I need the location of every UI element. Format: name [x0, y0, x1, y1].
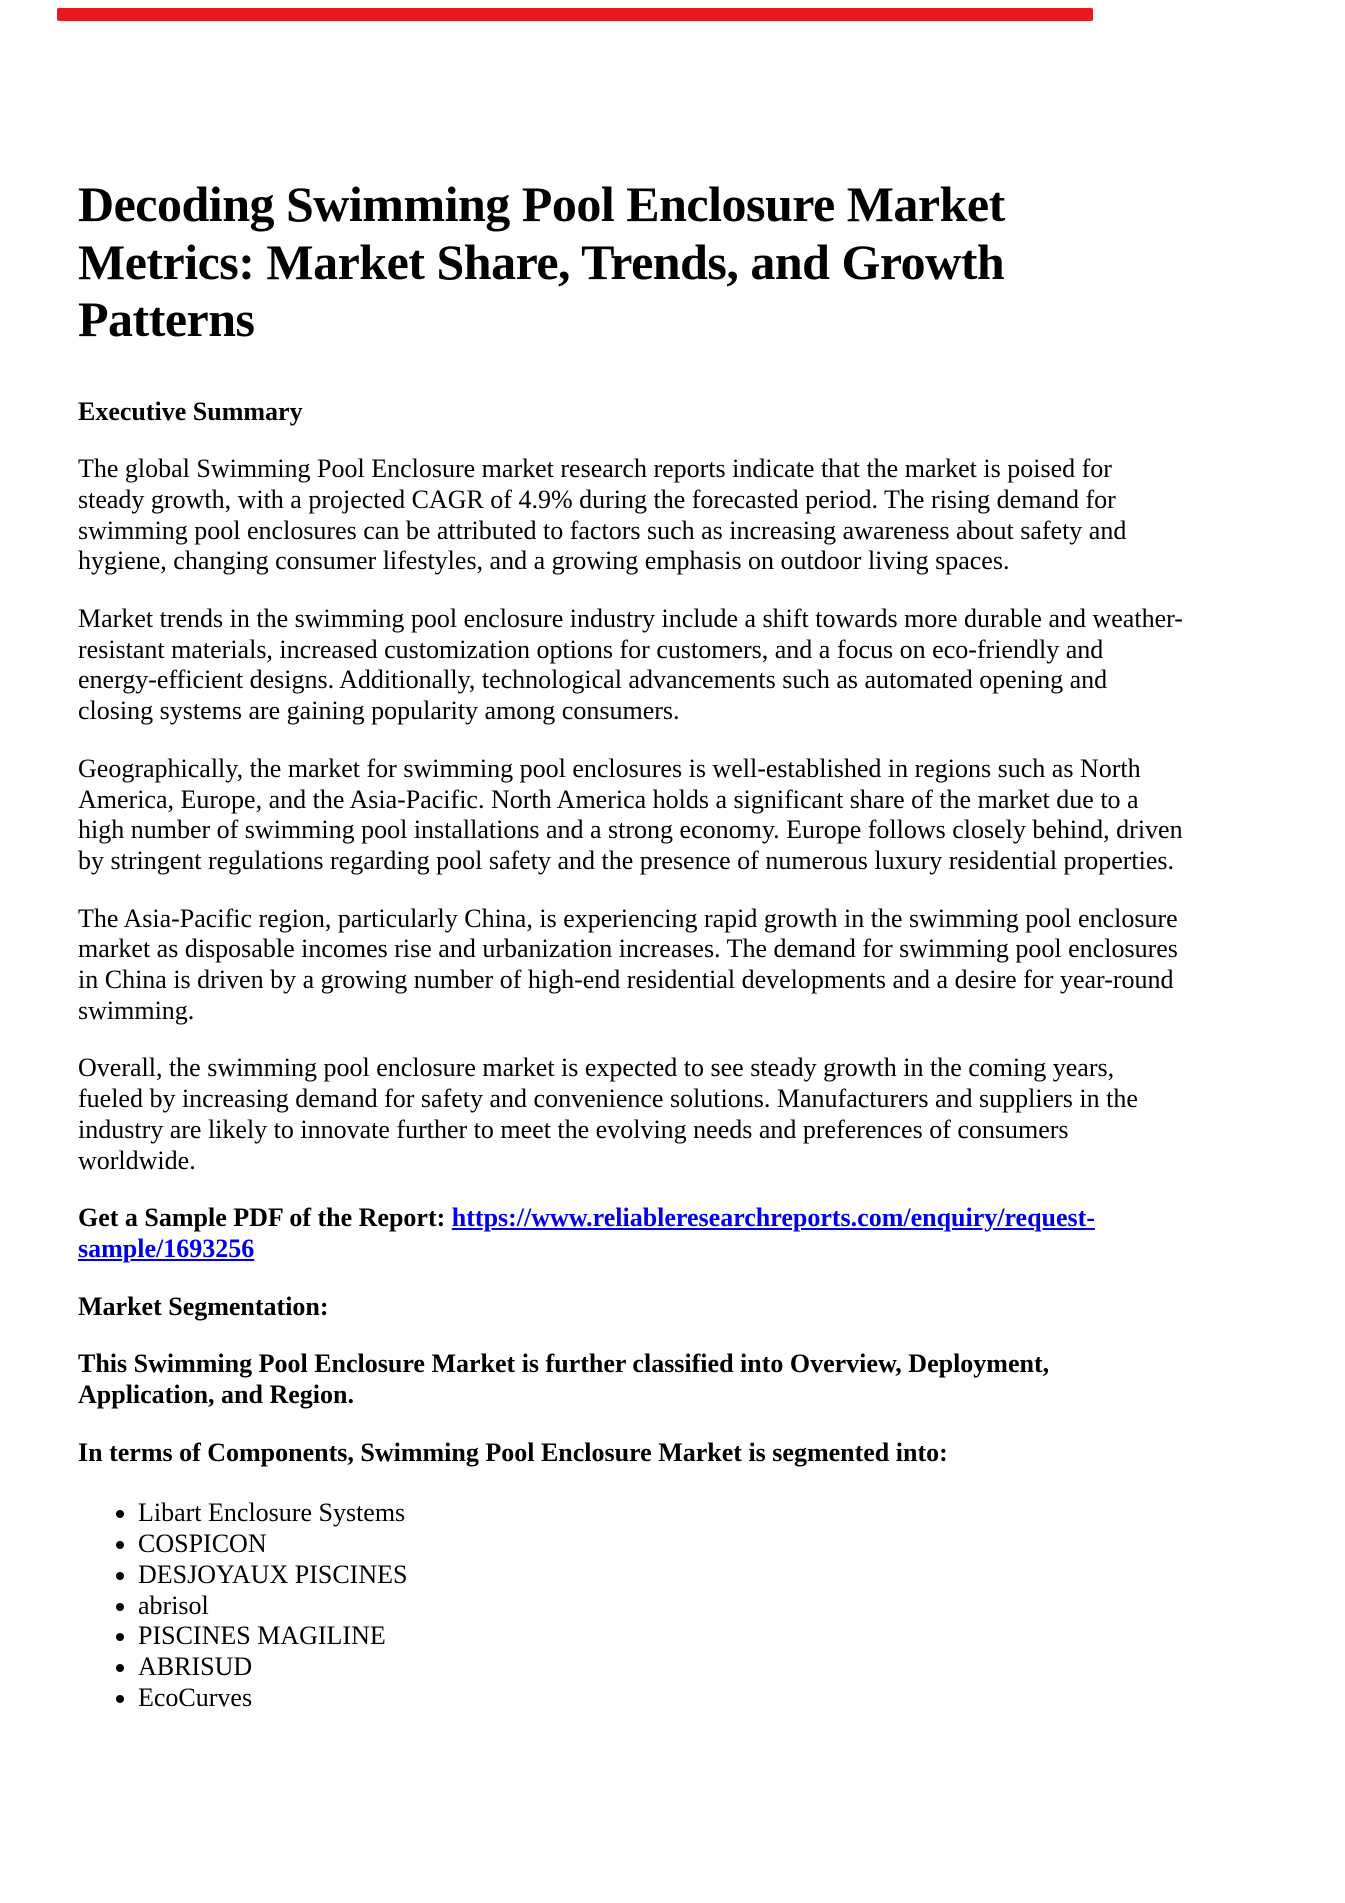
paragraph-asia-pacific: [78, 904, 1273, 1027]
text-line: The global Swimming Pool Enclosure market research reports indicate that the market is poised for: [78, 454, 1112, 484]
text-line: high number of swimming pool installations and a strong economy. Europe follows closely behind, driven: [78, 815, 1183, 845]
text-line: market as disposable incomes rise and urbanization increases. The demand for swimming pool enclosures: [78, 934, 1178, 964]
text-line: by stringent regulations regarding pool safety and the presence of numerous luxury residential properties.: [78, 845, 1175, 875]
list-item: • DESJOYAUX PISCINES: [138, 1560, 1273, 1591]
paragraph-market-trends: [78, 604, 1273, 727]
text-line: America, Europe, and the Asia-Pacific. North America holds a significant share of the market due to a: [78, 784, 1139, 814]
text-line: Market trends in the swimming pool enclosure industry include a shift towards more durable and weather-: [78, 604, 1183, 634]
sample-pdf-label: Get a Sample PDF of the Report:: [78, 1203, 452, 1233]
list-item: • EcoCurves: [138, 1683, 1273, 1714]
components-list: [78, 1498, 1273, 1713]
sample-report-link-line[interactable]: sample/1693256: [78, 1233, 255, 1263]
text-line: Overall, the swimming pool enclosure market is expected to see steady growth in the coming years,: [78, 1053, 1115, 1083]
text-line: in China is driven by a growing number of high-end residential developments and a desire for year-round: [78, 965, 1174, 995]
page-title-line: Patterns: [78, 291, 255, 347]
text-line: energy-efficient designs. Additionally, technological advancements such as automated opening and: [78, 665, 1108, 695]
text-line: hygiene, changing consumer lifestyles, and a growing emphasis on outdoor living spaces.: [78, 546, 1010, 576]
text-line: worldwide.: [78, 1145, 196, 1175]
text-line: closing systems are gaining popularity among consumers.: [78, 696, 680, 726]
page-title: [78, 176, 1273, 349]
page-title-line: Metrics: Market Share, Trends, and Growth: [78, 233, 1005, 290]
section-heading-executive-summary: Executive Summary: [78, 396, 303, 426]
text-line: Application, and Region.: [78, 1380, 354, 1410]
article: [78, 0, 1273, 1713]
text-line: industry are likely to innovate further to meet the evolving needs and preferences of consumers: [78, 1114, 1069, 1144]
paragraph-global-market: [78, 454, 1273, 577]
sample-pdf-line: [78, 1203, 1273, 1264]
classification-note: [78, 1349, 1273, 1410]
text-line: resistant materials, increased customization options for customers, and a focus on eco-friendly and: [78, 634, 1104, 664]
page-title-line: Decoding Swimming Pool Enclosure Market: [78, 176, 1005, 232]
sample-report-link-line[interactable]: https://www.reliableresearchreports.com/enquiry/request-: [451, 1203, 1095, 1233]
section-heading-market-segmentation: Market Segmentation:: [78, 1291, 329, 1321]
text-line: steady growth, with a projected CAGR of 4.9% during the forecasted period. The rising demand for: [78, 484, 1116, 514]
list-item: • Libart Enclosure Systems: [138, 1498, 1273, 1529]
paragraph-outlook: [78, 1053, 1273, 1176]
text-line: swimming pool enclosures can be attributed to factors such as increasing awareness about safety and: [78, 515, 1127, 545]
list-item: • COSPICON: [138, 1529, 1273, 1560]
text-line: fueled by increasing demand for safety and convenience solutions. Manufacturers and suppliers in the: [78, 1084, 1138, 1114]
paragraph-geography: [78, 754, 1273, 877]
list-item: • ABRISUD: [138, 1652, 1273, 1683]
components-heading: In terms of Components, Swimming Pool Enclosure Market is segmented into:: [78, 1437, 948, 1467]
text-line: The Asia-Pacific region, particularly China, is experiencing rapid growth in the swimming pool enclosure: [78, 903, 1178, 933]
text-line: This Swimming Pool Enclosure Market is further classified into Overview, Deployment,: [78, 1349, 1050, 1379]
text-line: Geographically, the market for swimming pool enclosures is well-established in regions such as North: [78, 753, 1141, 783]
list-item: • PISCINES MAGILINE: [138, 1621, 1273, 1652]
list-item: • abrisol: [138, 1591, 1273, 1622]
text-line: swimming.: [78, 995, 195, 1025]
